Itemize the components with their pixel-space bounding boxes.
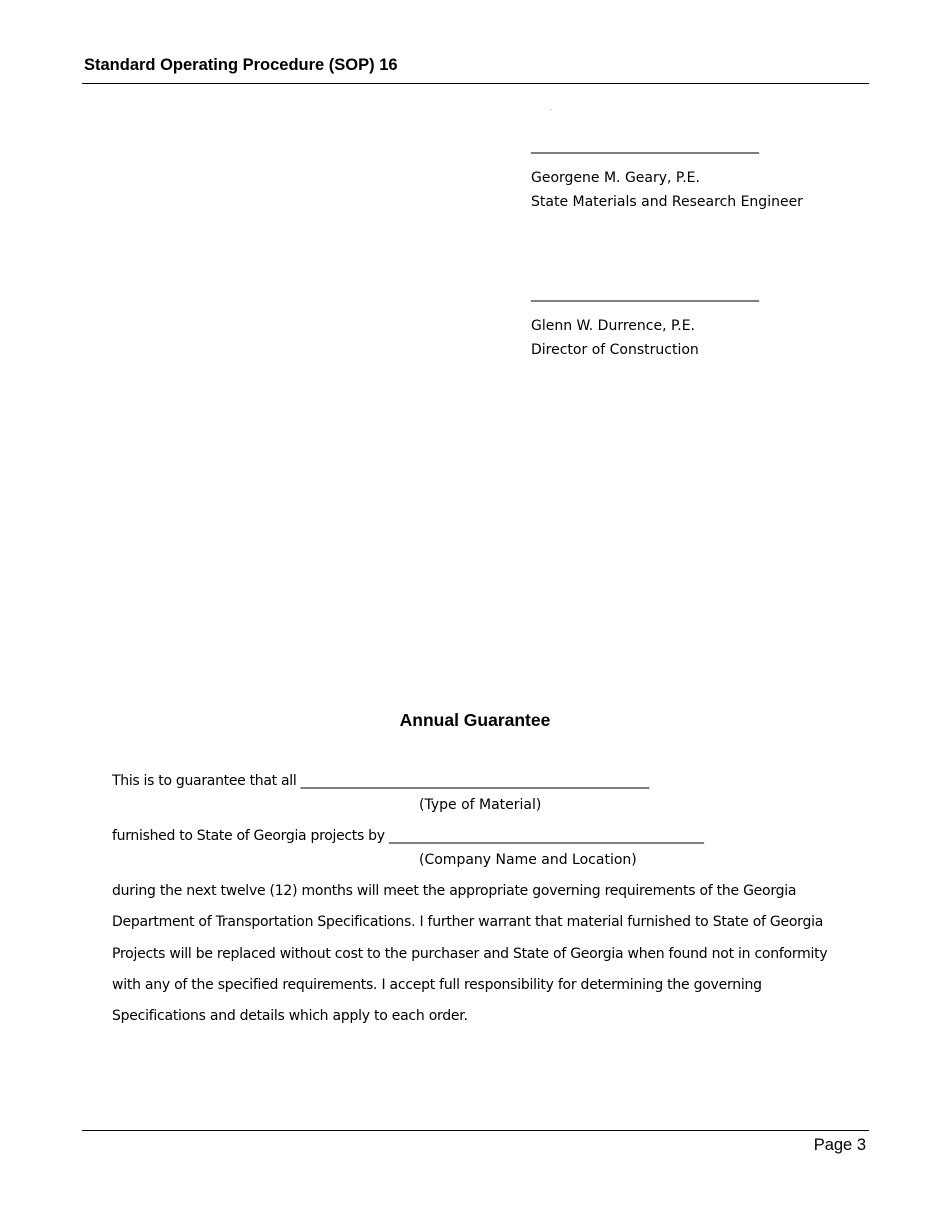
page-number: Page 3 bbox=[813, 1136, 866, 1154]
signatory-2-title: Director of Construction bbox=[531, 342, 699, 358]
stray-mark: . bbox=[550, 103, 553, 112]
caption-type-of-material: (Type of Material) bbox=[419, 797, 542, 813]
header-title: Standard Operating Procedure (SOP) 16 bbox=[84, 56, 398, 74]
footer-rule bbox=[82, 1130, 869, 1131]
signatory-2-name: Glenn W. Durrence, P.E. bbox=[531, 318, 696, 334]
guarantee-line-material: This is to guarantee that all ____________________________________________________ bbox=[112, 773, 650, 789]
guarantee-paragraph: during the next twelve (12) months will meet the appropriate governing requirements of the Georgia Department of Transportation Specifications. I further warrant that material furnished to State of Georgia Projects will be replaced without cost to the purchaser and State of Georgia when found not in conformity with any of the specified requirements. I accept full responsibility for determining the governing Specifications and details which apply to each order. bbox=[112, 883, 828, 1025]
header-rule bbox=[82, 83, 869, 84]
guarantee-title: Annual Guarantee bbox=[399, 710, 551, 730]
signature-line-1: ___________________________________ bbox=[531, 138, 759, 154]
signature-line-2: ___________________________________ bbox=[531, 286, 759, 302]
guarantee-line-company: furnished to State of Georgia projects by _______________________________________________ bbox=[112, 828, 704, 844]
signatory-1-title: State Materials and Research Engineer bbox=[531, 194, 803, 210]
caption-company-name: (Company Name and Location) bbox=[419, 852, 637, 868]
signatory-1-name: Georgene M. Geary, P.E. bbox=[531, 170, 700, 186]
